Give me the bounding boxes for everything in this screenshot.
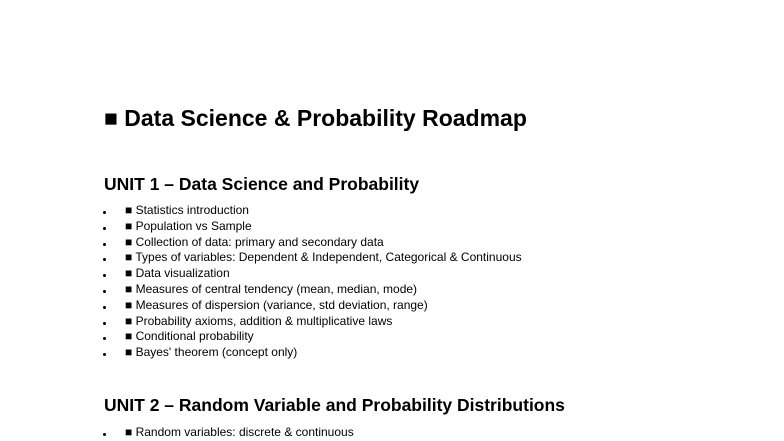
list-item-text: ■ Statistics introduction [125,203,249,217]
list-item-text: ■ Collection of data: primary and secondary data [125,234,384,249]
page-title: ■ Data Science & Probability Roadmap [104,105,527,131]
bullet-dot-icon [103,274,106,277]
bullet-dot-icon [103,258,106,261]
bullet-dot-icon [103,290,106,293]
list-item-text: ■ Conditional probability [125,329,254,344]
bullet-dot-icon [103,243,106,246]
list-item-text: ■ Probability axioms, addition & multiplicative laws [125,313,393,328]
bullet-dot-icon [103,211,106,214]
list-item-text: ■ Data visualization [125,266,230,281]
bullet-dot-icon [103,353,106,356]
bullet-dot-icon [103,227,106,230]
unit-2-heading: UNIT 2 – Random Variable and Probability Distributions [104,395,565,415]
list-item-text: ■ Measures of dispersion (variance, std deviation, range) [125,297,428,312]
list-item-text: ■ Measures of central tendency (mean, median, mode) [125,281,418,296]
list-item-text: ■ Bayes' theorem (concept only) [125,345,298,360]
bullet-dot-icon [103,433,106,436]
list-item-text: ■ Types of variables: Dependent & Independent, Categorical & Continuous [125,250,522,265]
bullet-dot-icon [103,306,106,309]
unit-1-heading: UNIT 1 – Data Science and Probability [104,174,420,194]
list-item-text: ■ Population vs Sample [125,218,252,233]
bullet-dot-icon [103,337,106,340]
bullet-dot-icon [103,322,106,325]
list-item-text: ■ Random variables: discrete & continuous [125,425,354,439]
